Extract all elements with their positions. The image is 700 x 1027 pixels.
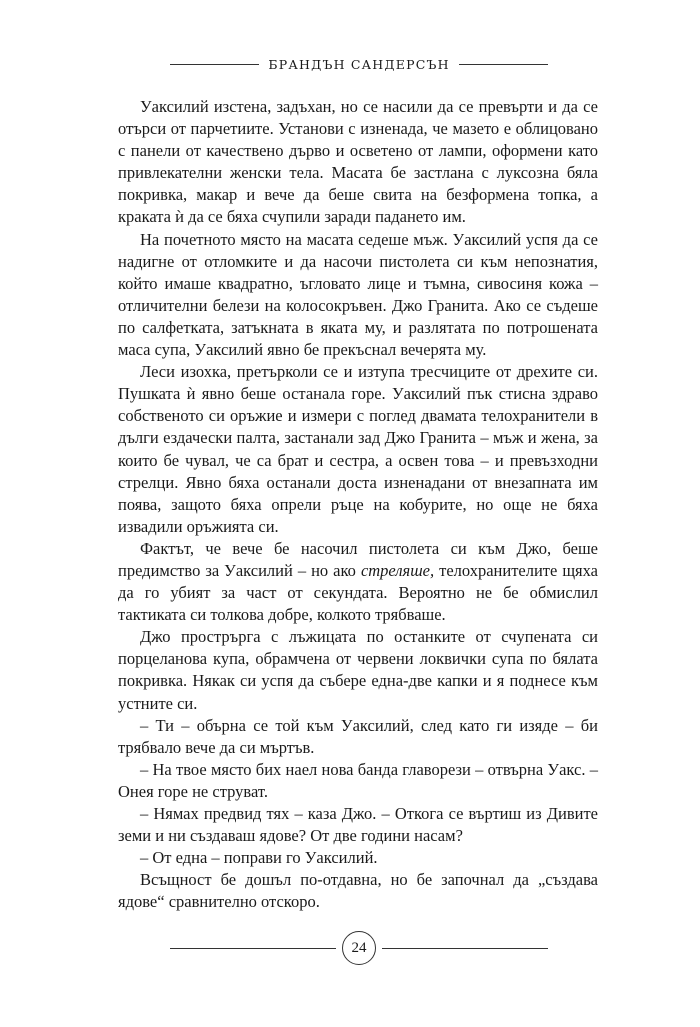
page-number: 24 — [351, 939, 367, 956]
header-rule-left — [170, 64, 259, 65]
running-title: БРАНДЪН САНДЕРСЪН — [268, 56, 450, 72]
paragraph-text: телохранителите щяха да го убият за част от секундата. Вероятно не бе обмислил тактиката си толкова добре, колкото трябваше. — [118, 560, 598, 625]
paragraph-text: Фактът, че вече бе насочил пистолета си към Джо, беше предимство за Уаксилий – но ако — [118, 538, 598, 580]
page-footer — [170, 930, 548, 966]
running-header — [170, 54, 548, 74]
dialogue-line: – На твое място бих наел нова банда главорези – отвърна Уакс. – Онея горе не струват. — [118, 759, 598, 801]
page-number-badge — [342, 931, 376, 965]
paragraph: Всъщност бе дошъл по-отдавна, но бе започнал да „създава ядове“ сравнително отскоро. — [118, 870, 598, 912]
body-text — [118, 96, 598, 913]
paragraph: Уаксилий изстена, задъхан, но се насили да се превърти и да се отърси от парчетиите. Установи с изненада, че мазето е облицовано с панели от качествено дърво и осветено от лампи, оформени като привлекателни женски тела. Масата бе застлана с луксозна бяла покривка, макар и вече да беше свита на безформена топка, а краката ѝ да се бяха счупили заради падането им. — [118, 97, 598, 227]
paragraph: Джо прострърга с лъжицата по останките от счупената си порцеланова купа, обрамчена от червени локвички супа по бялата покривка. Някак си успя да събере една-две капки и я поднесе към устните си. — [118, 627, 598, 713]
emphasis-text: стреляше, — [360, 560, 435, 580]
dialogue-line: – Ти – обърна се той към Уаксилий, след като ги изяде – би трябвало вече да си мъртъв. — [118, 715, 598, 757]
header-rule-right — [459, 64, 548, 65]
paragraph: На почетното място на масата седеше мъж. Уаксилий успя да се надигне от отломките и да насочи пистолета си към непознатия, който имаше квадратно, ъгловато лице и тъмна, сивосиня кожа – отличителни белези на колосокръвен. Джо Гранита. Ако се съдеше по салфетката, затъкната в яката му, и разлятата по потрошената маса супа, Уаксилий явно бе прекъснал вечерята му. — [118, 229, 598, 360]
footer-rule-left — [170, 948, 336, 949]
footer-rule-right — [382, 948, 548, 949]
dialogue-line: – Нямах предвид тях – каза Джо. – Откога се въртиш из Дивите земи и ни създаваш ядове? От две години насам? — [118, 804, 598, 846]
paragraph: Леси изохка, претърколи се и изтупа тресчиците от дрехите си. Пушката ѝ явно беше останала горе. Уаксилий пък стисна здраво собственото си оръжие и измери с поглед двамата телохранители в дълги ездачески палта, застанали зад Джо Гранита – мъж и жена, за които бе чувал, че са брат и сестра, а освен това – и превъзходни стрелци. Явно бяха останали доста изненадани от внезапната им поява, защото бяха опрели ръце на кобурите, но още не бяха извадили оръжията си. — [118, 362, 598, 536]
paragraph — [118, 538, 598, 626]
dialogue-line: – От една – поправи го Уаксилий. — [140, 848, 378, 868]
